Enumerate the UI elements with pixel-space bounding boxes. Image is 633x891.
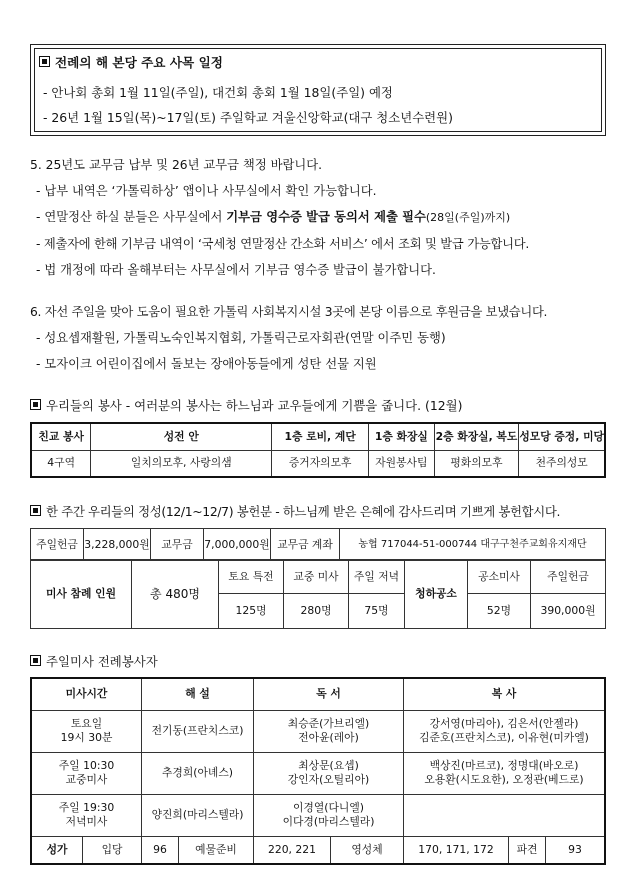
- offering-heading: [30, 502, 560, 520]
- service-value-3: 증거자의모후: [272, 450, 369, 477]
- youth-offering-value: 390,000원: [531, 594, 606, 629]
- liturgy-schedule-box: [30, 44, 606, 136]
- youth-mass-value: 52명: [468, 594, 531, 629]
- minister-reader-2: 강인자(오틸리아): [287, 773, 370, 786]
- offering-account-label: 교무금 계좌: [271, 529, 340, 561]
- notice6-line-2: - 모자이크 어린이집에서 돌보는 장애아동들에게 성탄 선물 지원: [36, 357, 377, 371]
- liturgy-schedule-title: [39, 52, 223, 71]
- ministers-header-server: 복 사: [404, 678, 606, 710]
- notice6-heading: 6. 자선 주일을 맞아 도움이 필요한 가톨릭 사회복지시설 3곳에 본당 이름으로 후원금을 보냈습니다.: [30, 305, 548, 319]
- ministers-heading-text: 주일미사 전례봉사자: [46, 654, 158, 669]
- square-bullet-icon: [30, 399, 41, 410]
- hymn-recessional-value: 93: [546, 836, 606, 864]
- hymn-communion-label: 영성체: [331, 836, 404, 864]
- youth-mass-label: 공소미사: [468, 560, 531, 594]
- minister-time-line-1: 토요일: [70, 717, 103, 730]
- minister-readers: [254, 752, 404, 794]
- attendance-main-mass-value: 280명: [284, 594, 349, 629]
- offering-heading-text: 한 주간 우리들의 정성(12/1~12/7) 봉헌분 - 하느님께 받은 은혜에 감사드리며 기쁘게 봉헌합시다.: [46, 504, 561, 519]
- minister-reader-1: 최상문(요셉): [298, 759, 359, 772]
- notice5-line-2: [36, 207, 510, 225]
- ministers-heading: [30, 652, 158, 670]
- service-header-3: 1층 로비, 계단: [272, 423, 369, 450]
- notice5-line-4: - 법 개정에 따라 올해부터는 사무실에서 기부금 영수증 발급이 불가합니다.: [36, 263, 436, 277]
- attendance-total: 총 480명: [132, 560, 219, 629]
- notice5-line-2-bold: 기부금 영수증 발급 동의서 제출 필수: [226, 210, 426, 224]
- square-bullet-icon: [30, 505, 41, 516]
- minister-readers: [254, 710, 404, 752]
- hymn-recessional-label: 파견: [509, 836, 546, 864]
- notice5-line-3: - 제출자에 한해 기부금 내역이 ‘국세청 연말정산 간소화 서비스’ 에서 조회 및 발급 가능합니다.: [36, 237, 529, 251]
- attendance-main-mass-label: 교중 미사: [284, 560, 349, 594]
- service-header-4: 1층 화장실: [369, 423, 435, 450]
- service-table: [30, 422, 606, 478]
- hymn-communion-value: 170, 171, 172: [404, 836, 509, 864]
- ministers-header-commentator: 해 설: [142, 678, 254, 710]
- hymn-label: 성가: [31, 836, 83, 864]
- hymn-offertory-label: 예물준비: [179, 836, 254, 864]
- offering-dues-value: 7,000,000원: [204, 529, 271, 561]
- attendance-label: 미사 참례 인원: [31, 560, 132, 629]
- minister-row-time: [31, 710, 142, 752]
- square-bullet-icon: [30, 655, 41, 666]
- liturgy-line-2: - 26년 1월 15일(목)~17일(토) 주일학교 겨울신앙학교(대구 청소년수련원): [43, 110, 453, 125]
- minister-reader-1: 최승준(가브리엘): [287, 717, 370, 730]
- attendance-evening-value: 75명: [349, 594, 405, 629]
- notice5-line-1: - 납부 내역은 ‘가톨릭하상’ 앱이나 사무실에서 확인 가능합니다.: [36, 184, 377, 198]
- minister-commentator: 양진희(마리스텔라): [142, 794, 254, 836]
- attendance-saturday-value: 125명: [219, 594, 284, 629]
- service-header-2: 성전 안: [91, 423, 272, 450]
- service-heading-text: 우리들의 봉사 - 여러분의 봉사는 하느님과 교우들에게 기쁨을 줍니다. (12월): [46, 398, 463, 413]
- minister-servers: [404, 710, 606, 752]
- offering-account-value: 농협 717044-51-000744 대구구천주교회유지재단: [340, 529, 606, 561]
- minister-time-line-1: 주일 19:30: [58, 801, 115, 814]
- hymn-entrance-label: 입당: [83, 836, 142, 864]
- offering-sunday-value: 3,228,000원: [84, 529, 151, 561]
- minister-row-time: [31, 794, 142, 836]
- minister-server-2: 오용환(시도요한), 오정관(베드로): [424, 773, 584, 786]
- attendance-saturday-label: 토요 특전: [219, 560, 284, 594]
- attendance-table: [30, 559, 606, 629]
- minister-time-line-1: 주일 10:30: [58, 759, 115, 772]
- minister-reader-1: 이경열(다니엘): [292, 801, 364, 814]
- offering-sunday-label: 주일헌금: [31, 529, 84, 561]
- hymn-entrance-value: 96: [142, 836, 179, 864]
- minister-commentator: 전기동(프란치스코): [142, 710, 254, 752]
- notice5-line-2-post: (28일(주일)까지): [425, 211, 511, 224]
- service-value-4: 자원봉사팀: [369, 450, 435, 477]
- minister-server-1: 강서영(마리아), 김은서(안젤라): [429, 717, 579, 730]
- notice5-heading: 5. 25년도 교무금 납부 및 26년 교무금 책정 바랍니다.: [30, 158, 323, 172]
- service-header-6: 성모당 증정, 미당: [519, 423, 605, 450]
- minister-row-time: [31, 752, 142, 794]
- liturgy-line-1: - 안나회 총회 1월 11일(주일), 대건회 총회 1월 18일(주일) 예정: [43, 85, 393, 100]
- minister-servers: [404, 752, 606, 794]
- offering-dues-label: 교무금: [151, 529, 204, 561]
- notice6-line-1: - 성요셉재활원, 가톨릭노숙인복지협회, 가톨릭근로자회관(연말 이주민 동행): [36, 331, 446, 345]
- minister-time-line-2: 저녁미사: [65, 815, 108, 828]
- minister-server-1: 백상진(마르코), 정명대(바오로): [429, 759, 579, 772]
- service-value-2: 일치의모후, 사랑의샘: [91, 450, 272, 477]
- service-value-1: 4구역: [31, 450, 91, 477]
- minister-time-line-2: 교중미사: [65, 773, 108, 786]
- offering-table: [30, 528, 606, 561]
- minister-time-line-2: 19시 30분: [60, 731, 113, 744]
- minister-commentator: 추경희(아녜스): [142, 752, 254, 794]
- minister-reader-2: 전아윤(레아): [298, 731, 359, 744]
- ministers-header-reader: 독 서: [254, 678, 404, 710]
- minister-server-2: 김준호(프란치스코), 이유현(미카엘): [419, 731, 589, 744]
- square-bullet-icon: [39, 56, 50, 67]
- hymn-offertory-value: 220, 221: [254, 836, 331, 864]
- youth-offering-label: 주일헌금: [531, 560, 606, 594]
- service-header-1: 친교 봉사: [31, 423, 91, 450]
- service-header-5: 2층 화장실, 복도: [434, 423, 519, 450]
- ministers-table: [30, 677, 606, 865]
- notice5-line-2-pre: - 연말정산 하실 분들은 사무실에서: [36, 210, 227, 224]
- liturgy-title-text: 전례의 해 본당 주요 사목 일정: [55, 55, 223, 70]
- minister-readers: [254, 794, 404, 836]
- service-value-5: 평화의모후: [434, 450, 519, 477]
- youth-label: 청하공소: [405, 560, 468, 629]
- minister-reader-2: 이다경(마리스텔라): [282, 815, 375, 828]
- service-heading: [30, 396, 462, 414]
- ministers-header-time: 미사시간: [31, 678, 142, 710]
- service-value-6: 천주의성모: [519, 450, 605, 477]
- attendance-evening-label: 주일 저녁: [349, 560, 405, 594]
- minister-servers: [404, 794, 606, 836]
